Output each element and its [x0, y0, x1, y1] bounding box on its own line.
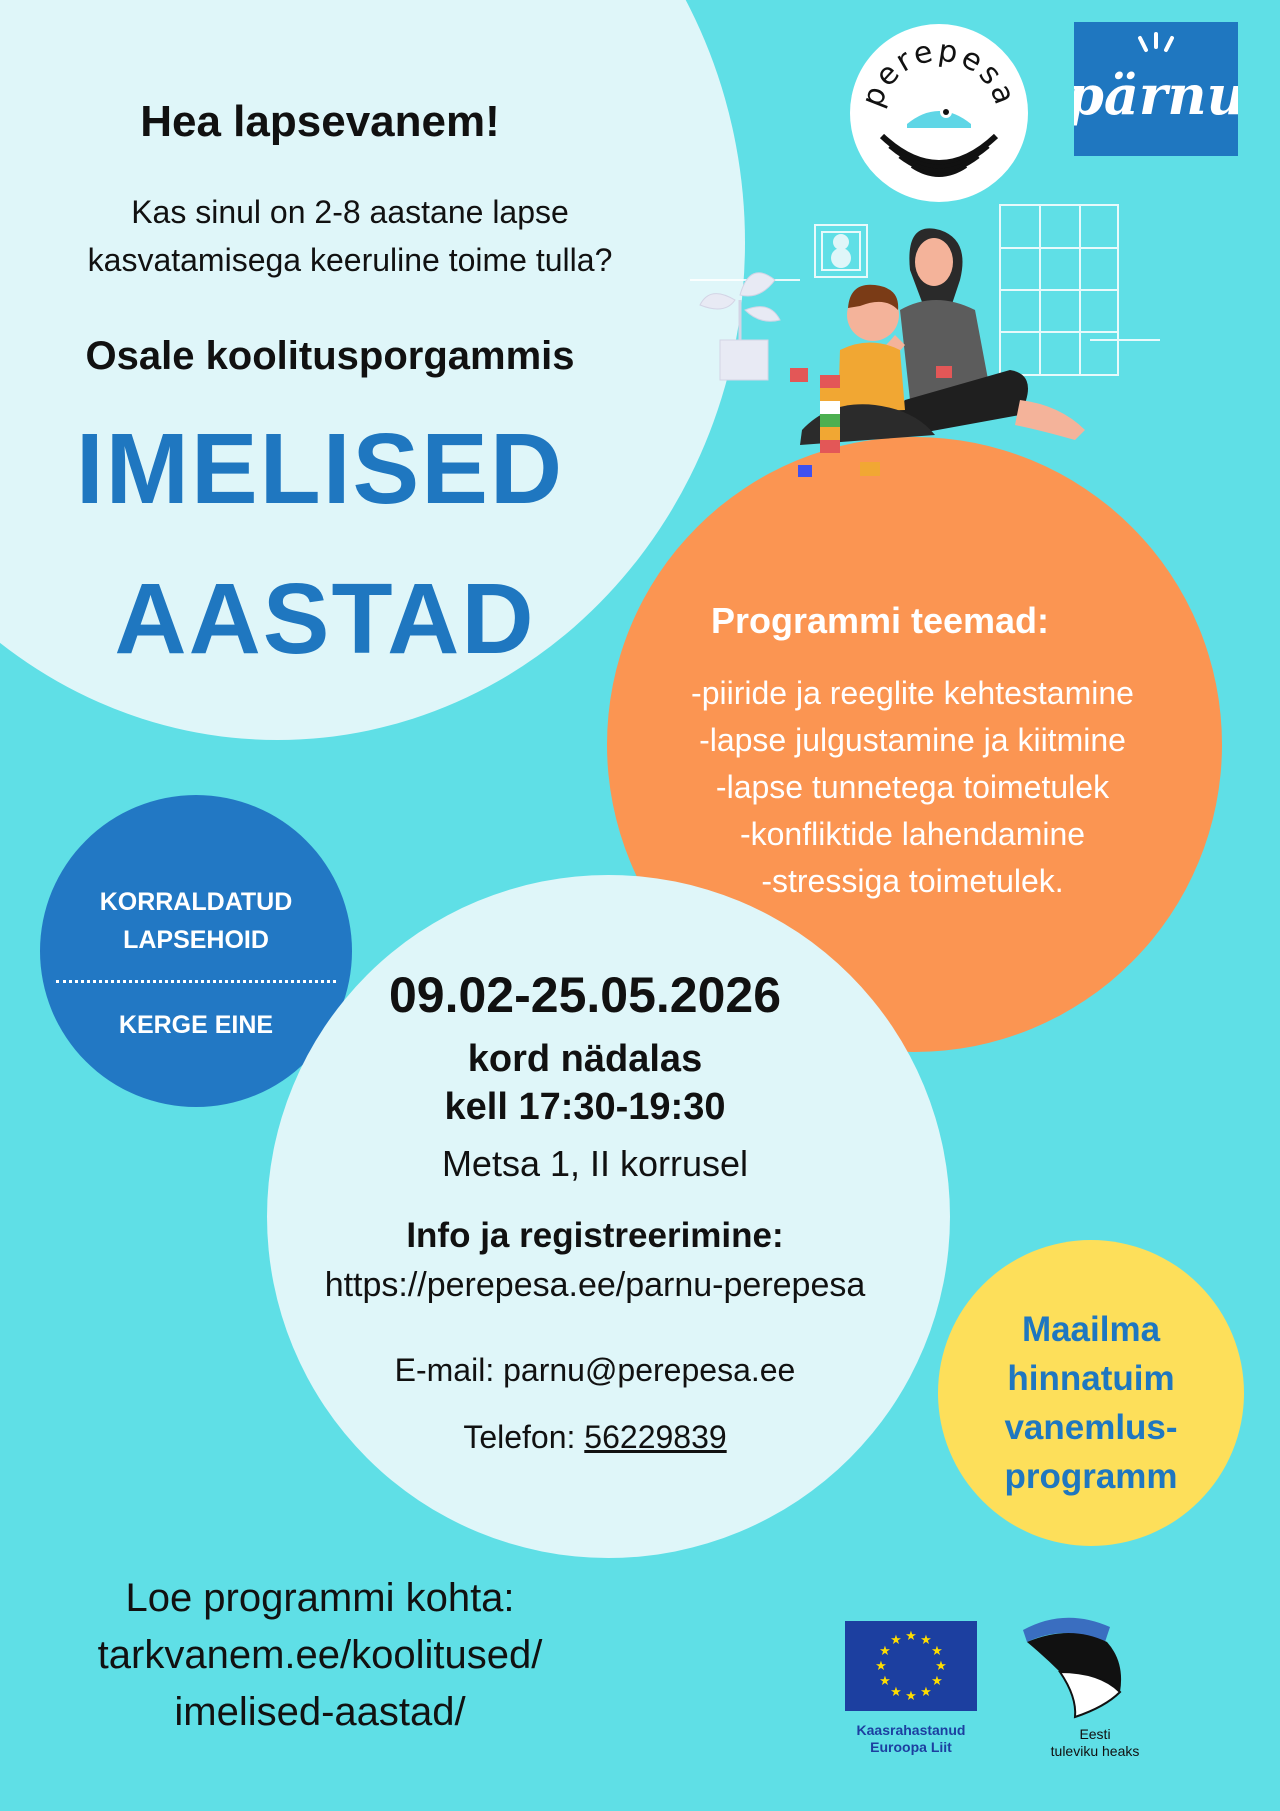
svg-text:★: ★ — [905, 1689, 917, 1704]
program-title-line-2: AASTAD — [114, 563, 536, 675]
parnu-sun-icon — [1074, 22, 1238, 156]
topic-item: -konfliktide lahendamine — [739, 816, 1086, 852]
perepesa-bird-icon — [850, 24, 1028, 202]
invite-text: Osale koolitusporgammis — [85, 334, 575, 378]
event-schedule — [300, 1035, 870, 1131]
svg-text:perepesa — [855, 33, 1023, 111]
event-frequency: kord nädalas — [467, 1038, 703, 1080]
question-text — [20, 188, 680, 284]
svg-text:★: ★ — [920, 1685, 932, 1700]
registration-link[interactable]: https://perepesa.ee/parnu-perepesa — [324, 1266, 866, 1304]
estonia-flag-logo — [1015, 1612, 1145, 1722]
topic-item: -piiride ja reeglite kehtestamine — [691, 675, 1134, 711]
event-address: Metsa 1, II korrusel — [441, 1143, 749, 1184]
eu-stars-icon — [845, 1621, 977, 1711]
childcare-line-1: KORRALDATUD — [99, 888, 293, 916]
read-more-link-line-2[interactable]: imelised-aastad/ — [174, 1690, 466, 1734]
snack-label: KERGE EINE — [118, 1011, 274, 1039]
question-line-1: Kas sinul on 2-8 aastane lapse — [131, 194, 569, 230]
greeting-heading: Hea lapsevanem! — [140, 97, 500, 146]
badge-line: vanemlus- — [1004, 1408, 1178, 1447]
svg-text:★: ★ — [890, 1685, 902, 1700]
topic-item: -lapse tunnetega toimetulek — [715, 769, 1110, 805]
badge-text — [960, 1305, 1222, 1501]
perepesa-logo — [850, 24, 1028, 202]
badge-line: programm — [1004, 1457, 1178, 1496]
childcare-line-2: LAPSEHOID — [123, 926, 269, 954]
badge-line: Maailma — [1021, 1310, 1161, 1349]
estonia-caption-line-1: Eesti — [1079, 1726, 1111, 1742]
phone-label: Telefon: — [463, 1419, 585, 1455]
read-more-label: Loe programmi kohta: — [125, 1576, 515, 1620]
eu-caption — [820, 1722, 1002, 1756]
topic-item: -stressiga toimetulek. — [761, 863, 1064, 899]
svg-text:★: ★ — [935, 1659, 947, 1674]
info-heading: Info ja registreerimine: — [406, 1216, 784, 1255]
topic-item: -lapse julgustamine ja kiitmine — [699, 722, 1126, 758]
svg-text:★: ★ — [879, 1674, 891, 1689]
svg-text:★: ★ — [931, 1644, 943, 1659]
read-more-text — [40, 1570, 600, 1741]
perepesa-logo-text: perepesa — [854, 33, 1024, 112]
event-dates: 09.02-25.05.2026 — [388, 967, 782, 1023]
svg-text:★: ★ — [890, 1633, 902, 1648]
event-time: kell 17:30-19:30 — [444, 1086, 726, 1128]
svg-text:★: ★ — [931, 1674, 943, 1689]
phone-link[interactable]: 56229839 — [584, 1419, 727, 1455]
email-text[interactable]: E-mail: parnu@perepesa.ee — [394, 1352, 796, 1388]
parent-child-illustration — [690, 200, 1210, 560]
topics-heading: Programmi teemad: — [710, 600, 1050, 641]
read-more-link-line-1[interactable]: tarkvanem.ee/koolitused/ — [97, 1633, 543, 1677]
eu-caption-line-1: Kaasrahastanud — [856, 1722, 966, 1738]
badge-line: hinnatuim — [1007, 1359, 1175, 1398]
phone-text — [300, 1419, 890, 1456]
estonia-caption-line-2: tuleviku heaks — [1050, 1743, 1140, 1759]
svg-text:★: ★ — [879, 1644, 891, 1659]
svg-text:★: ★ — [920, 1633, 932, 1648]
childcare-label — [60, 883, 332, 959]
parnu-logo — [1074, 22, 1238, 156]
parnu-logo-text: pärnu — [1074, 63, 1238, 127]
eu-caption-line-2: Euroopa Liit — [870, 1739, 952, 1755]
program-title-line-1: IMELISED — [75, 413, 565, 525]
svg-text:★: ★ — [905, 1629, 917, 1644]
svg-text:★: ★ — [875, 1659, 887, 1674]
eu-flag-logo — [845, 1621, 977, 1711]
question-line-2: kasvatamisega keeruline toime tulla? — [87, 242, 613, 278]
services-divider — [56, 980, 336, 983]
topics-list — [640, 670, 1185, 905]
estonia-caption — [1020, 1726, 1170, 1760]
